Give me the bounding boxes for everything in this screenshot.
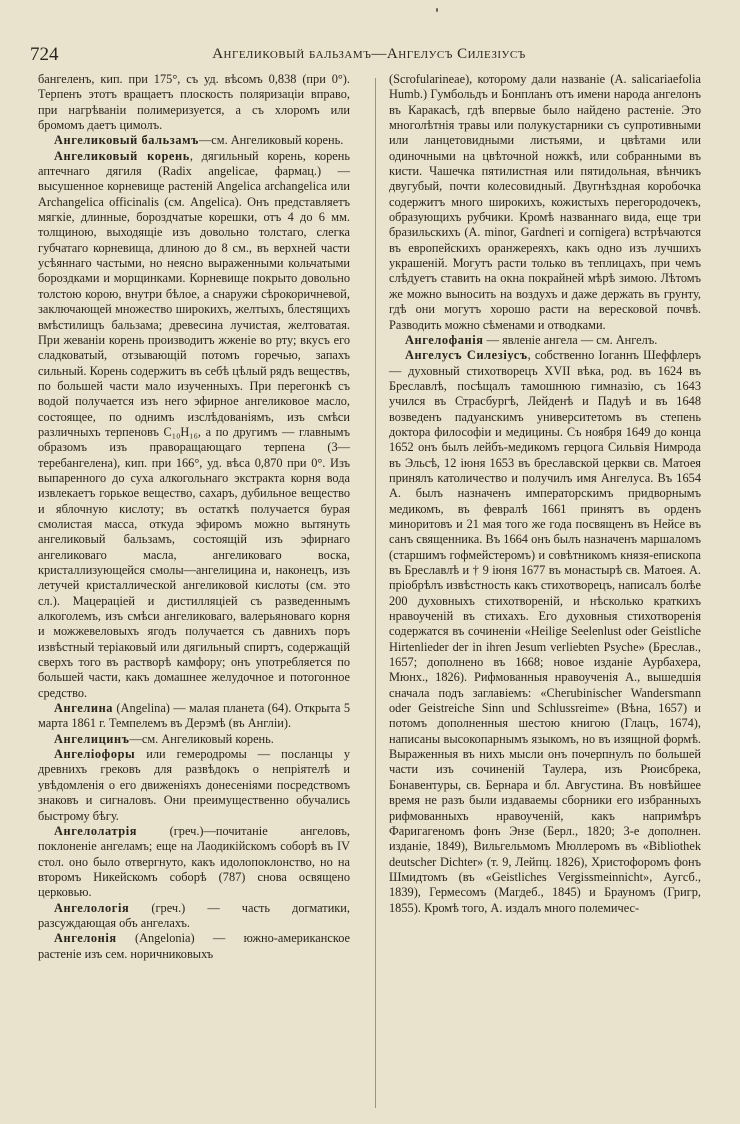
running-title: Ангеликовый бальзамъ—Ангелусъ Силезiусъ — [212, 46, 526, 62]
entry-headword: Ангелонiя — [54, 931, 117, 946]
right-column — [389, 72, 701, 916]
entry-headword: Ангелологiя — [54, 900, 130, 915]
entry-text: , дягильный корень, корень аптечнаго дягиля (Radix angelicae, фармац.) — высушенное корневище растенiй Angelica archangelica или Archangelica officinalis (см. Angelica). Онъ представляетъ мягкiе, длинные, бороздчатые корешки, отъ 4 до 6 мм. толщиною, выходящiе изъ довольно толстаго, слегка губчатаго корневища, длиною до 8 см., въ верхней части усѣяннаго частыми, но неясно выраженными кольчатыми бороздками и морщинками. Корневище покрыто довольно толстою корою, внутри бѣлое, а снаружи сѣрокоричневой, заключающей множество широкихъ, желтыхъ, блестящихъ вмѣстилищъ бальзама; древесина лучистая, желтоватая. При жеванiи корень производитъ жженiе во рту; вкусъ его сладковатый, отзывающiй потомъ горечью, запахъ сильный. Корень содержитъ въ себѣ цѣлый рядъ веществъ, по большей части мало изученныхъ. При перегонкѣ съ водой получается изъ него эфирное ангеликовое масло, состоящее, по однимъ изслѣдованiямъ, изъ смѣси различныхъ терпеновъ C₁₀H₁₆, а по другимъ — главнымъ образомъ изъ праворащающаго терпена (3—теребангелена), кип. при 166°, уд. вѣса 0,870 при 0°. Изъ выпаренного до суха алкогольнаго экстракта корня вода извлекаетъ горькое вещество, сахаръ, дубильное вещество и яблочную кислоту; въ остаткѣ получается бурая смолистая масса, откуда эфиромъ можно вытянуть ангеликовый бальзамъ, состоящiй изъ эфирнаго ангеликоваго масла, ангеликоваго воска, кристаллизующейся смолы—ангелицина и, наконецъ, изъ летучей кристаллической ангеликовой кислоты (см. это сл.). Мацерацiей и дистилляцiей съ разведеннымъ алкоголемъ, изъ смѣси ангеликоваго, валерьяноваго корня и можжевеловыхъ ягодъ получается съ давнихъ поръ извѣстный терiаковый или дягильный спиртъ, содержащiй сверхъ того въ растворѣ камфору; онъ употребляется по большей части, какъ домашнее желудочное и потогонное средство. — [38, 148, 350, 700]
dictionary-entry — [38, 72, 350, 133]
dictionary-entry — [38, 149, 350, 701]
dictionary-entry — [38, 732, 350, 747]
entry-text: или гемеродромы — посланцы у древнихъ грековъ для развѣдокъ о непрiятелѣ и увѣдомленiя о его движенiяхъ донесенiями посредствомъ знаковъ и сигналовъ. Они преимущественно обучались быстрому бѣгу. — [38, 747, 350, 823]
dictionary-entry — [38, 901, 350, 932]
page-header — [30, 44, 708, 66]
dictionary-entry — [389, 348, 701, 916]
page-number: 724 — [30, 44, 59, 65]
entry-headword: Ангеликовый бальзамъ — [54, 133, 199, 148]
entry-text: , собственно Iоганнъ Шеффлеръ — духовный стихотворецъ XVII вѣка, род. въ 1624 въ Бреславлѣ, посѣщалъ тамошнюю гимназiю, съ 1643 учился въ Страсбургѣ, Лейденѣ и Падуѣ и въ 1648 возведенъ падуанскимъ университетомъ въ степень доктора философiи и медицины. Съ ноября 1649 до конца 1652 онъ былъ лейбъ-медикомъ герцога Сильвiя Нимрода въ Эльсѣ, 12 iюня 1653 въ бреславской церкви св. Матоея принялъ католичество и получилъ имя Ангелуса. Въ 1654 А. былъ назначенъ императорскимъ придворнымъ медикомъ, въ февралѣ 1661 принятъ въ орденъ миноритовъ и 21 мая того же года посвященъ въ Нейсе въ санъ священника. Въ 1664 онъ былъ назначенъ маршаломъ (старшимъ гофмейстеромъ) и совѣтникомъ князя-епископа въ Бреславлѣ и † 9 iюня 1677 въ монастырѣ св. Матоея. А. прiобрѣлъ извѣстность какъ стихотворецъ, написалъ болѣе 200 духовныхъ стихотворенiй, и нѣсколько краткихъ нравоученiй въ стихахъ. Его духовныя стихотворенiя содержатся въ сочиненiи «Heilige Seelenlust oder Geistliche Hirtenlieder der in ihren Jesum verliebten Psyche» (Бреслав., 1657; дополнено въ 1668; новое изданiе Аурбахера, Мюнх., 1826). Рифмованныя нравоученiя А., вышедшiя сначала подъ заглавiемъ: «Cherubinischer Wandersmann oder Geistreiche Sinn und Schlussreime» (Вѣна, 1657) и потомъ дополненныя шестою книгою (Глацъ, 1674), написаны высокопарнымъ языкомъ, но въ изящной формѣ. Выраженныя въ нихъ мысли онъ почерпнулъ по большей части изъ сочиненiй Таулера, изъ Рюисбрека, Бонавентуры, св. Бернара и бл. Августина. Въ новѣйшее время не разъ были издаваемы сборники его избранныхъ рифмованныхъ нравоученiй, какъ напримѣръ Фаригагеномъ фонъ Энзе (Берл., 1820; 3-е дополнен. изданiе, 1849), Вильгельмомъ Мюллеромъ въ «Bibliothek deutscher Dichter» (т. 9, Лейпц. 1826), Христофоромъ фонъ Шмидтомъ (въ «Geistliches Vergissmeinnicht», Аугсб., 1839), Гермесомъ (Магдеб., 1845) и Брауномъ (Григр, 1855). Кромѣ того, А. издалъ много полемичес- — [389, 348, 702, 915]
column-divider — [375, 78, 376, 1108]
entry-text: —см. Ангеликовый корень. — [129, 731, 274, 746]
ink-speck — [436, 8, 438, 12]
entry-text: (греч.) — часть догматики, разсуждающая объ ангелахъ. — [38, 900, 350, 930]
entry-headword: Ангелофанiя — [405, 332, 484, 347]
entry-headword: Ангеликовый корень — [54, 148, 190, 163]
entry-headword: Ангелiофоры — [54, 747, 136, 762]
dictionary-entry — [389, 72, 701, 333]
dictionary-entry — [38, 701, 350, 732]
dictionary-entry — [38, 747, 350, 824]
entry-text: (Scrofularineae), которому дали названiе (A. salicariaefolia Humb.) Гумбольдъ и Бонпланъ отъ имени народа ангелонъ въ Каракасѣ, гдѣ впервые было найдено растенiе. Это многолѣтнiя травы или полукустарники съ супротивными или ланцетовидными листьями, и цвѣтами или одиночными на цвѣточной ножкѣ, или собранными въ кисти. Чашечка пятилистная или пятидольная, вѣнчикъ двугубый, почти колесовидный. Двугнѣздная коробочка содержитъ много широкихъ, кожистыхъ перегородочекъ, образующихъ рубчики. Кромѣ названнаго вида, еще три бразильскихъ (A. minor, Gardneri и cornigera) встрѣчаются въ европейскихъ оранжереяхъ, какъ одно изъ лучшихъ украшенiй. Могутъ расти только въ теплицахъ, при чемъ слѣдуетъ ставить на окна покрайней мѣрѣ зимою. Лѣтомъ же можно выносить на воздухъ и даже держать въ грунту, гдѣ они могутъ хорошо расти на вересковой почвѣ. Разводить можно сѣменами и отводками. — [389, 72, 701, 332]
entry-text: (Angelina) — малая планета (64). Открыта 5 марта 1861 г. Темпелемъ въ Дерэмѣ (въ Англiи). — [38, 701, 350, 731]
entry-text: — явленiе ангела — см. Ангелъ. — [483, 332, 658, 347]
entry-text: (греч.)—почитанiе ангеловъ, поклоненiе ангеламъ; еще на Лаодикiйскомъ соборѣ въ IV стол. оно было отвергнуто, какъ идолопоклонство, но на второмъ Никейскомъ соборѣ (787) снова освящено церковью. — [38, 823, 350, 900]
entry-headword: Ангелина — [54, 701, 114, 716]
entry-text: (Angelonia) — южно-американское растенiе изъ сем. норичниковыхъ — [38, 931, 350, 961]
entry-headword: Ангелицинъ — [54, 731, 130, 746]
entry-text: бангеленъ, кип. при 175°, съ уд. вѣсомъ 0,838 (при 0°). Терпенъ этотъ вращаетъ плоскость поляризацiи вправо, при нагрѣванiи полимеризуется, а съ хлоромъ или бромомъ даетъ цимолъ. — [38, 72, 350, 133]
left-column — [38, 72, 350, 962]
dictionary-entry — [38, 824, 350, 901]
entry-headword: Ангелолатрiя — [54, 823, 138, 838]
entry-text: —см. Ангеликовый корень. — [198, 133, 344, 148]
dictionary-entry — [38, 931, 350, 962]
dictionary-entry — [389, 333, 701, 348]
entry-headword: Ангелусъ Силезiусъ — [405, 348, 528, 363]
dictionary-entry — [38, 133, 350, 148]
